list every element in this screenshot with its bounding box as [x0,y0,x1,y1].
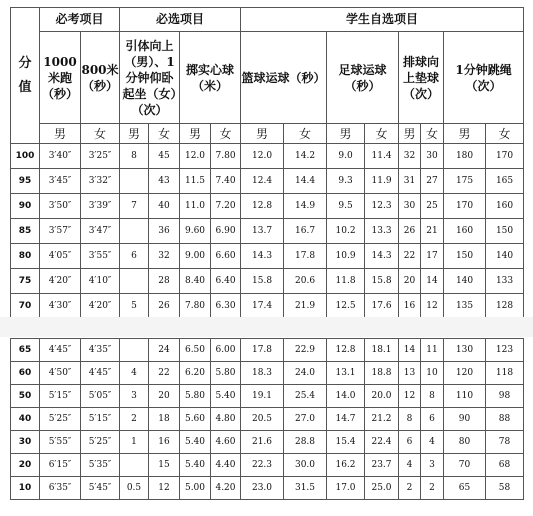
value-cell: 6 [120,244,149,269]
table-row [11,408,524,431]
value-cell: 12.8 [241,194,284,219]
value-cell: 26 [399,219,421,244]
value-cell: 13.3 [365,219,399,244]
value-cell: 24.0 [284,362,327,385]
value-cell: 16 [149,431,180,454]
value-cell: 135 [444,294,486,319]
value-cell: 5′25″ [40,408,81,431]
value-cell: 2 [399,477,421,500]
sex-female: 女 [211,124,241,144]
value-cell: 20 [149,385,180,408]
value-cell: 78 [486,431,524,454]
col-basketball: 篮球运球（秒） [241,32,327,124]
value-cell: 21.6 [241,431,284,454]
value-cell: 18.8 [365,362,399,385]
value-cell: 14 [399,339,421,362]
value-cell: 3′32″ [81,169,120,194]
score-cell: 75 [11,269,40,294]
value-cell: 4′20″ [40,269,81,294]
value-cell: 3′47″ [81,219,120,244]
value-cell: 140 [444,269,486,294]
value-cell: 3′57″ [40,219,81,244]
value-cell: 5′55″ [40,431,81,454]
value-cell: 4.20 [211,477,241,500]
score-rows-top [11,144,524,319]
value-cell: 160 [444,219,486,244]
value-cell: 4′30″ [40,294,81,319]
value-cell: 110 [444,385,486,408]
value-cell: 22.9 [284,339,327,362]
group-student-select: 学生自选项目 [241,8,524,32]
value-cell: 10.9 [327,244,365,269]
value-cell: 12.8 [327,339,365,362]
value-cell: 98 [486,385,524,408]
page-break-gap [0,317,533,337]
col-pullup-situp: 引体向上（男）、1分钟仰卧起坐（女）（次） [120,32,180,124]
value-cell: 3′50″ [40,194,81,219]
value-cell: 120 [444,362,486,385]
value-cell: 9.60 [180,219,211,244]
value-cell: 13.1 [327,362,365,385]
value-cell: 20.0 [365,385,399,408]
value-cell: 43 [149,169,180,194]
value-cell: 32 [399,144,421,169]
value-cell: 8 [399,408,421,431]
score-cell: 70 [11,294,40,319]
value-cell [120,219,149,244]
value-cell: 5′45″ [81,477,120,500]
value-cell: 45 [149,144,180,169]
value-cell: 31.5 [284,477,327,500]
value-cell: 15.8 [365,269,399,294]
col-ball-throw: 掷实心球（米） [180,32,241,124]
value-cell: 130 [444,339,486,362]
value-cell: 6′35″ [40,477,81,500]
value-cell: 12 [399,385,421,408]
sex-male: 男 [241,124,284,144]
value-cell: 6.90 [211,219,241,244]
value-cell: 14.7 [327,408,365,431]
table-row [11,144,524,169]
col-volleyball: 排球向上垫球（次） [399,32,444,124]
col-800m: 800米（秒） [81,32,120,124]
value-cell: 6.50 [180,339,211,362]
value-cell: 5.40 [211,385,241,408]
value-cell: 30 [399,194,421,219]
sex-male: 男 [444,124,486,144]
value-cell: 14.2 [284,144,327,169]
table-row [11,294,524,319]
value-cell: 12 [149,477,180,500]
value-cell: 3′25″ [81,144,120,169]
value-cell: 14.3 [241,244,284,269]
value-cell: 8 [120,144,149,169]
col-rope-skipping: 1分钟跳绳（次） [444,32,524,124]
value-cell: 14.9 [284,194,327,219]
score-cell: 60 [11,362,40,385]
value-cell: 22.4 [365,431,399,454]
value-cell: 22.3 [241,454,284,477]
value-cell: 6 [399,431,421,454]
value-cell: 3′40″ [40,144,81,169]
value-cell: 14.3 [365,244,399,269]
value-cell: 4′45″ [40,339,81,362]
table-row [11,194,524,219]
value-cell: 30.0 [284,454,327,477]
score-table-bottom [10,338,524,500]
value-cell: 17.4 [241,294,284,319]
value-cell: 180 [444,144,486,169]
value-cell: 4.40 [211,454,241,477]
value-cell: 22 [399,244,421,269]
score-cell: 65 [11,339,40,362]
value-cell: 9.3 [327,169,365,194]
value-cell: 133 [486,269,524,294]
value-cell: 2 [421,477,444,500]
value-cell [120,269,149,294]
value-cell: 150 [444,244,486,269]
value-cell: 2 [120,408,149,431]
table-row [11,362,524,385]
score-cell: 85 [11,219,40,244]
value-cell: 20.5 [241,408,284,431]
value-cell: 11.8 [327,269,365,294]
value-cell: 21.2 [365,408,399,431]
value-cell: 16 [399,294,421,319]
value-cell: 4′35″ [81,339,120,362]
value-cell: 23.0 [241,477,284,500]
value-cell: 68 [486,454,524,477]
value-cell: 19.1 [241,385,284,408]
score-cell: 80 [11,244,40,269]
value-cell: 24 [149,339,180,362]
value-cell: 4′10″ [81,269,120,294]
value-cell: 28 [149,269,180,294]
value-cell: 17.0 [327,477,365,500]
value-cell: 18 [149,408,180,431]
table-row [11,169,524,194]
value-cell: 32 [149,244,180,269]
value-cell: 21.9 [284,294,327,319]
value-cell: 5.60 [180,408,211,431]
value-cell: 7.40 [211,169,241,194]
sex-male: 男 [120,124,149,144]
value-cell: 22 [149,362,180,385]
value-cell: 170 [444,194,486,219]
value-cell: 175 [444,169,486,194]
value-cell: 16.7 [284,219,327,244]
value-cell: 9.00 [180,244,211,269]
score-cell: 10 [11,477,40,500]
table-row [11,219,524,244]
value-cell: 123 [486,339,524,362]
value-cell: 5′25″ [81,431,120,454]
value-cell: 170 [486,144,524,169]
value-cell: 12.5 [327,294,365,319]
value-cell [120,339,149,362]
value-cell: 15 [149,454,180,477]
value-cell: 27.0 [284,408,327,431]
score-header-line2: 值 [18,79,32,95]
sex-female: 女 [284,124,327,144]
value-cell: 6.00 [211,339,241,362]
value-cell: 11.9 [365,169,399,194]
value-cell: 36 [149,219,180,244]
value-cell: 20 [399,269,421,294]
value-cell: 18.1 [365,339,399,362]
sex-row [11,124,524,144]
value-cell: 14 [421,269,444,294]
sex-female: 女 [149,124,180,144]
value-cell: 8 [421,385,444,408]
table-row [11,385,524,408]
value-cell: 3′45″ [40,169,81,194]
value-cell: 14.4 [284,169,327,194]
value-cell: 23.7 [365,454,399,477]
value-cell: 17 [421,244,444,269]
value-cell: 90 [444,408,486,431]
score-header [11,8,40,144]
value-cell: 4.60 [211,431,241,454]
value-cell: 6.40 [211,269,241,294]
sex-female: 女 [81,124,120,144]
table-row [11,454,524,477]
value-cell: 5′15″ [40,385,81,408]
value-cell: 5.00 [180,477,211,500]
col-football: 足球运球（秒） [327,32,399,124]
value-cell: 9.5 [327,194,365,219]
table-row [11,244,524,269]
value-cell: 6 [421,408,444,431]
value-cell: 3 [421,454,444,477]
value-cell: 4 [399,454,421,477]
value-cell: 165 [486,169,524,194]
value-cell: 150 [486,219,524,244]
sex-male: 男 [180,124,211,144]
sex-female: 女 [421,124,444,144]
value-cell: 25 [421,194,444,219]
value-cell: 25.4 [284,385,327,408]
value-cell: 3′55″ [81,244,120,269]
value-cell: 7.80 [180,294,211,319]
value-cell: 16.2 [327,454,365,477]
value-cell: 14.0 [327,385,365,408]
value-cell: 5 [120,294,149,319]
score-cell: 100 [11,144,40,169]
value-cell: 12.3 [365,194,399,219]
value-cell: 4′50″ [40,362,81,385]
value-cell: 18.3 [241,362,284,385]
value-cell: 4′05″ [40,244,81,269]
value-cell: 25.0 [365,477,399,500]
value-cell: 5.80 [180,385,211,408]
value-cell: 5.40 [180,454,211,477]
value-cell: 11.0 [180,194,211,219]
value-cell: 6′15″ [40,454,81,477]
value-cell: 8.40 [180,269,211,294]
value-cell: 17.8 [241,339,284,362]
value-cell: 58 [486,477,524,500]
value-cell: 5′15″ [81,408,120,431]
col-1000m: 1000米跑（秒） [40,32,81,124]
value-cell: 20.6 [284,269,327,294]
value-cell: 12 [421,294,444,319]
value-cell: 7 [120,194,149,219]
value-cell: 0.5 [120,477,149,500]
value-cell: 5.80 [211,362,241,385]
score-cell: 90 [11,194,40,219]
sex-female: 女 [486,124,524,144]
score-header-line1: 分 [18,55,32,71]
value-cell: 3 [120,385,149,408]
value-cell: 4 [421,431,444,454]
value-cell: 11.4 [365,144,399,169]
value-cell: 27 [421,169,444,194]
value-cell: 11 [421,339,444,362]
table-row [11,477,524,500]
value-cell [120,454,149,477]
table-row [11,339,524,362]
value-cell: 15.8 [241,269,284,294]
value-cell: 7.80 [211,144,241,169]
value-cell: 128 [486,294,524,319]
value-cell: 17.8 [284,244,327,269]
value-cell: 4 [120,362,149,385]
value-cell: 9.0 [327,144,365,169]
value-cell: 4′45″ [81,362,120,385]
score-table-top [10,7,524,319]
value-cell: 30 [421,144,444,169]
sex-male: 男 [40,124,81,144]
value-cell: 13.7 [241,219,284,244]
score-cell: 50 [11,385,40,408]
value-cell: 140 [486,244,524,269]
score-cell: 40 [11,408,40,431]
value-cell: 6.60 [211,244,241,269]
value-cell: 26 [149,294,180,319]
value-cell: 28.8 [284,431,327,454]
value-cell: 7.20 [211,194,241,219]
table-row [11,269,524,294]
value-cell: 17.6 [365,294,399,319]
value-cell: 10 [421,362,444,385]
value-cell: 10.2 [327,219,365,244]
value-cell [120,169,149,194]
value-cell: 6.30 [211,294,241,319]
group-required-exam: 必考项目 [40,8,120,32]
value-cell: 15.4 [327,431,365,454]
value-cell: 5.40 [180,431,211,454]
value-cell: 6.20 [180,362,211,385]
value-cell: 11.5 [180,169,211,194]
score-rows-bottom [11,339,524,500]
value-cell: 65 [444,477,486,500]
score-cell: 30 [11,431,40,454]
value-cell: 12.0 [180,144,211,169]
sex-male: 男 [399,124,421,144]
value-cell: 31 [399,169,421,194]
value-cell: 21 [421,219,444,244]
value-cell: 1 [120,431,149,454]
sex-male: 男 [327,124,365,144]
score-cell: 20 [11,454,40,477]
value-cell: 12.0 [241,144,284,169]
sex-female: 女 [365,124,399,144]
value-cell: 4′20″ [81,294,120,319]
score-cell: 95 [11,169,40,194]
value-cell: 13 [399,362,421,385]
value-cell: 5′35″ [81,454,120,477]
value-cell: 12.4 [241,169,284,194]
value-cell: 118 [486,362,524,385]
group-required-select: 必选项目 [120,8,241,32]
value-cell: 80 [444,431,486,454]
value-cell: 70 [444,454,486,477]
table-row [11,431,524,454]
value-cell: 5′05″ [81,385,120,408]
value-cell: 88 [486,408,524,431]
value-cell: 160 [486,194,524,219]
value-cell: 3′39″ [81,194,120,219]
value-cell: 40 [149,194,180,219]
value-cell: 4.80 [211,408,241,431]
